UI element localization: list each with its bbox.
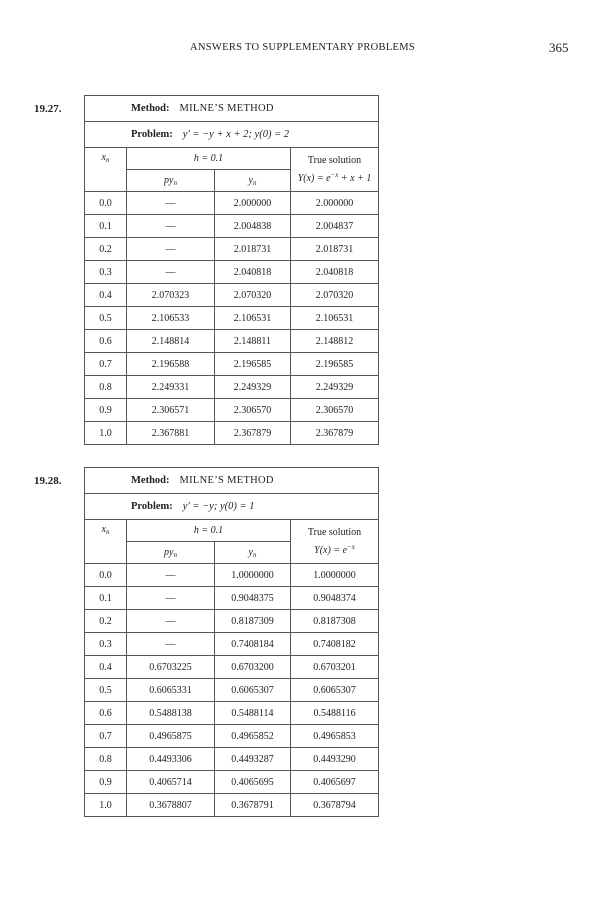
cell-y: 0.5488114 (215, 702, 291, 725)
table-body (85, 192, 379, 445)
cell-true: 0.3678794 (291, 794, 379, 817)
table-row (85, 192, 379, 215)
cell-true: 2.106531 (291, 307, 379, 330)
cell-x: 1.0 (85, 422, 127, 445)
cell-py: — (127, 261, 215, 284)
page-number: 365 (549, 40, 569, 55)
running-title: ANSWERS TO SUPPLEMENTARY PROBLEMS (190, 42, 416, 53)
cell-py: 2.106533 (127, 307, 215, 330)
column-header-true-solution (291, 148, 379, 192)
cell-x: 0.8 (85, 376, 127, 399)
cell-true: 2.070320 (291, 284, 379, 307)
column-header-py: $py_n$ (127, 170, 215, 192)
method-name: MILNE’S METHOD (179, 103, 274, 114)
method-label: Method: (131, 103, 170, 114)
cell-y: 1.0000000 (215, 564, 291, 587)
table-row (85, 284, 379, 307)
cell-y: 0.9048375 (215, 587, 291, 610)
cell-py: 0.5488138 (127, 702, 215, 725)
answer-table (84, 467, 379, 817)
cell-y: 2.196585 (215, 353, 291, 376)
cell-py: 0.4493306 (127, 748, 215, 771)
cell-py: 2.367881 (127, 422, 215, 445)
cell-x: 0.4 (85, 284, 127, 307)
table-row (85, 261, 379, 284)
cell-true: 2.004837 (291, 215, 379, 238)
method-cell (85, 96, 379, 122)
cell-x: 0.7 (85, 353, 127, 376)
table-row (85, 376, 379, 399)
cell-y: 2.070320 (215, 284, 291, 307)
cell-x: 0.3 (85, 633, 127, 656)
problem-number: 19.28. (34, 475, 62, 487)
cell-true: 0.6065307 (291, 679, 379, 702)
cell-x: 0.9 (85, 399, 127, 422)
cell-x: 0.8 (85, 748, 127, 771)
cell-py: 0.4065714 (127, 771, 215, 794)
step-size: h = 0.1 (127, 520, 291, 542)
cell-true: 0.4965853 (291, 725, 379, 748)
table-row (85, 238, 379, 261)
cell-py: 0.6703225 (127, 656, 215, 679)
cell-true: 0.4065697 (291, 771, 379, 794)
column-header-y: $y_n$ (215, 170, 291, 192)
cell-true: 2.196585 (291, 353, 379, 376)
cell-y: 0.6703200 (215, 656, 291, 679)
table-row (85, 794, 379, 817)
method-label: Method: (131, 475, 170, 486)
cell-x: 0.0 (85, 192, 127, 215)
table-row (85, 702, 379, 725)
cell-y: 0.8187309 (215, 610, 291, 633)
cell-py: 2.249331 (127, 376, 215, 399)
cell-true: 1.0000000 (291, 564, 379, 587)
cell-true: 2.040818 (291, 261, 379, 284)
column-header-y: $y_n$ (215, 542, 291, 564)
table-row (85, 725, 379, 748)
table-row (85, 633, 379, 656)
method-cell (85, 468, 379, 494)
cell-py: 2.306571 (127, 399, 215, 422)
table-row (85, 353, 379, 376)
cell-x: 0.5 (85, 307, 127, 330)
cell-true: 0.6703201 (291, 656, 379, 679)
cell-true: 0.4493290 (291, 748, 379, 771)
cell-true: 0.8187308 (291, 610, 379, 633)
cell-y: 2.106531 (215, 307, 291, 330)
cell-x: 0.0 (85, 564, 127, 587)
cell-y: 0.6065307 (215, 679, 291, 702)
table-row (85, 656, 379, 679)
problem-equation: y′ = −y; y(0) = 1 (182, 501, 255, 512)
cell-py: — (127, 238, 215, 261)
table-row (85, 564, 379, 587)
table-row (85, 422, 379, 445)
cell-y: 2.367879 (215, 422, 291, 445)
cell-py: — (127, 215, 215, 238)
cell-true: 0.7408182 (291, 633, 379, 656)
cell-x: 0.2 (85, 238, 127, 261)
cell-py: 0.4965875 (127, 725, 215, 748)
cell-x: 0.9 (85, 771, 127, 794)
cell-y: 2.306570 (215, 399, 291, 422)
table-row (85, 610, 379, 633)
cell-y: 2.000000 (215, 192, 291, 215)
problem-number: 19.27. (34, 103, 62, 115)
cell-y: 0.4493287 (215, 748, 291, 771)
cell-y: 0.4965852 (215, 725, 291, 748)
true-solution-formula: $Y(x) = e^{-x} + x + 1$ (297, 171, 372, 184)
cell-y: 2.148811 (215, 330, 291, 353)
cell-y: 2.249329 (215, 376, 291, 399)
column-header-x: $x_n$ (85, 148, 127, 192)
table-row (85, 587, 379, 610)
table-row (85, 330, 379, 353)
method-name: MILNE’S METHOD (179, 475, 274, 486)
cell-py: 2.148814 (127, 330, 215, 353)
problem-cell (85, 122, 379, 148)
cell-y: 0.4065695 (215, 771, 291, 794)
cell-true: 2.367879 (291, 422, 379, 445)
table-row (85, 679, 379, 702)
cell-py: — (127, 633, 215, 656)
cell-true: 2.148812 (291, 330, 379, 353)
cell-true: 0.9048374 (291, 587, 379, 610)
column-header-py: $py_n$ (127, 542, 215, 564)
answer-table (84, 95, 379, 445)
cell-py: — (127, 192, 215, 215)
cell-true: 2.000000 (291, 192, 379, 215)
cell-x: 0.2 (85, 610, 127, 633)
cell-x: 0.4 (85, 656, 127, 679)
cell-x: 0.7 (85, 725, 127, 748)
cell-x: 1.0 (85, 794, 127, 817)
problem-cell (85, 494, 379, 520)
table-row (85, 399, 379, 422)
cell-py: 0.3678807 (127, 794, 215, 817)
cell-true: 2.249329 (291, 376, 379, 399)
cell-y: 0.7408184 (215, 633, 291, 656)
true-solution-label: True solution (307, 155, 362, 166)
table-row (85, 307, 379, 330)
cell-y: 2.018731 (215, 238, 291, 261)
cell-true: 2.306570 (291, 399, 379, 422)
cell-true: 2.018731 (291, 238, 379, 261)
cell-x: 0.6 (85, 330, 127, 353)
problem-label: Problem: (131, 501, 173, 512)
cell-y: 0.3678791 (215, 794, 291, 817)
cell-x: 0.1 (85, 215, 127, 238)
problem-equation: y′ = −y + x + 2; y(0) = 2 (182, 129, 290, 140)
cell-py: 2.196588 (127, 353, 215, 376)
cell-py: — (127, 610, 215, 633)
table-body (85, 564, 379, 817)
cell-true: 0.5488116 (291, 702, 379, 725)
table-row (85, 215, 379, 238)
table-row (85, 748, 379, 771)
column-header-x: $x_n$ (85, 520, 127, 564)
cell-x: 0.6 (85, 702, 127, 725)
cell-x: 0.1 (85, 587, 127, 610)
problem-label: Problem: (131, 129, 173, 140)
cell-y: 2.004838 (215, 215, 291, 238)
true-solution-formula: $Y(x) = e^{-x}$ (314, 543, 355, 556)
table-row (85, 771, 379, 794)
cell-x: 0.5 (85, 679, 127, 702)
running-head (0, 42, 610, 58)
cell-py: — (127, 564, 215, 587)
column-header-true-solution (291, 520, 379, 564)
cell-py: — (127, 587, 215, 610)
step-size: h = 0.1 (127, 148, 291, 170)
cell-x: 0.3 (85, 261, 127, 284)
true-solution-label: True solution (307, 527, 362, 538)
cell-y: 2.040818 (215, 261, 291, 284)
cell-py: 0.6065331 (127, 679, 215, 702)
cell-py: 2.070323 (127, 284, 215, 307)
